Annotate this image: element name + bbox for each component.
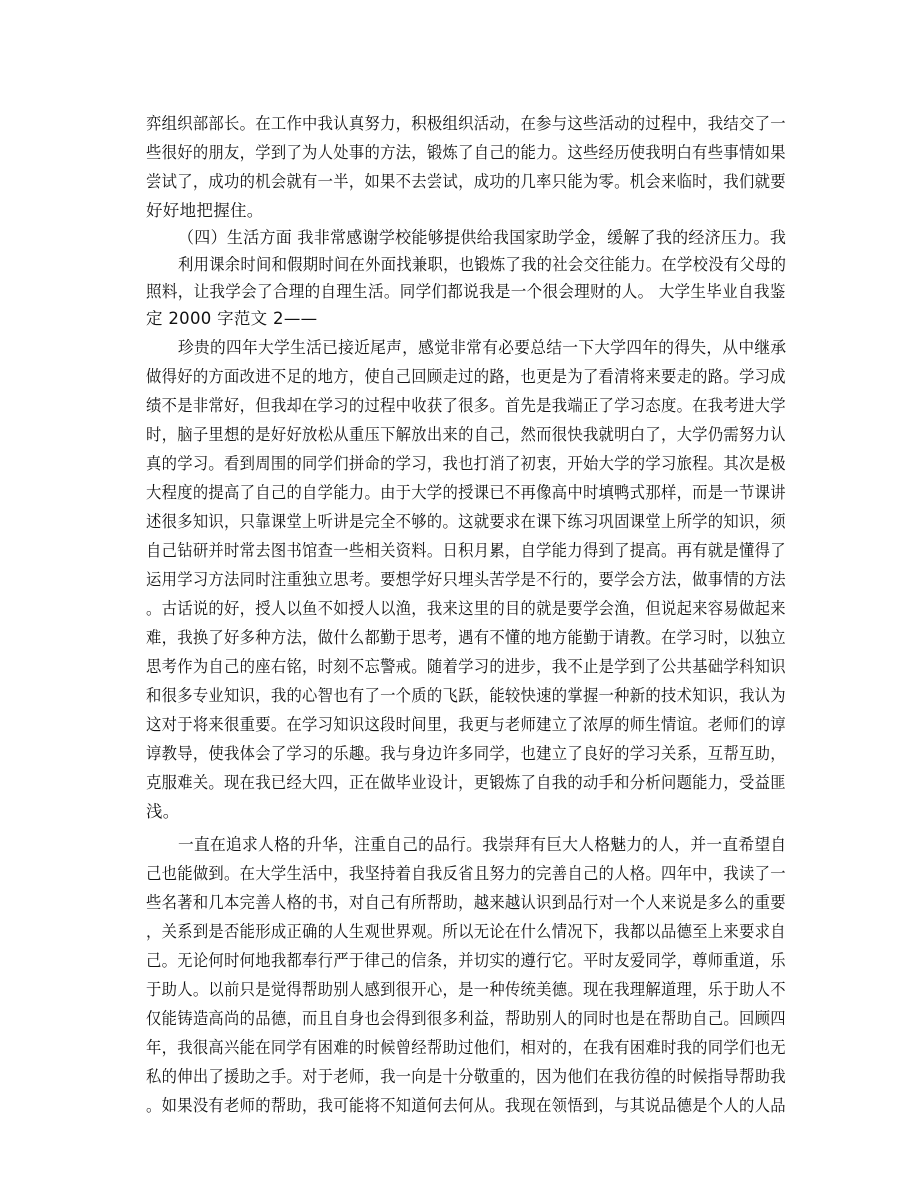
text-line: 浅。 (146, 802, 180, 821)
text-line: 和很多专业知识，我的心智也有了一个质的飞跃，能较快速的掌握一种新的技术知识，我认为 (146, 686, 786, 705)
text-line: 弈组织部部长。在工作中我认真努力，积极组织活动，在参与这些活动的过程中，我结交了一 (146, 114, 786, 133)
text-line: 于助人。以前只是觉得帮助别人感到很开心，是一种传统美德。现在我理解道理，乐于助人不 (146, 980, 786, 999)
text-line: 这对于将来很重要。在学习知识这段时间里，我更与老师建立了浓厚的师生情谊。老师们的谆 (146, 715, 786, 734)
text-line: 年，我很高兴能在同学有困难的时候曾经帮助过他们，相对的，在我有困难时我的同学们也无 (146, 1038, 786, 1057)
text-line: 好好地把握住。 (146, 201, 264, 220)
text-line: 。如果没有老师的帮助，我可能将不知道何去何从。我现在领悟到，与其说品德是个人的人品 (146, 1096, 786, 1115)
text-line: ，关系到是否能形成正确的人生观世界观。所以无论在什么情况下，我都以品德至上来要求自 (146, 922, 786, 941)
text-line: （四）生活方面 我非常感谢学校能够提供给我国家助学金，缓解了我的经济压力。我 (178, 228, 787, 247)
text-line: 。古话说的好，授人以鱼不如授人以渔，我来这里的目的就是要学会渔，但说起来容易做起来 (146, 599, 786, 618)
text-line: 做得好的方面改进不足的地方，使自己回顾走过的路，也更是为了看清将来要走的路。学习成 (146, 367, 786, 386)
text-line: 珍贵的四年大学生活已接近尾声，感觉非常有必要总结一下大学四年的得失，从中继承 (178, 338, 787, 357)
text-line: 些很好的朋友，学到了为人处事的方法，锻炼了自己的能力。这些经历使我明白有些事情如果 (146, 143, 786, 162)
text-line: 时，脑子里想的是好好放松从重压下解放出来的自己，然而很快我就明白了，大学仍需努力认 (146, 425, 786, 444)
text-line: 一直在追求人格的升华，注重自己的品行。我崇拜有巨大人格魅力的人，并一直希望自 (178, 835, 787, 854)
text-line: 述很多知识，只靠课堂上听讲是完全不够的。这就要求在课下练习巩固课堂上所学的知识，须 (146, 512, 786, 531)
text-line: 真的学习。看到周围的同学们拼命的学习，我也打消了初衷，开始大学的学习旅程。其次是极 (146, 454, 786, 473)
text-line: 谆教导，使我体会了学习的乐趣。我与身边许多同学，也建立了良好的学习关系，互帮互助， (146, 744, 786, 763)
text-line: 己。无论何时何地我都奉行严于律己的信条，并切实的遵行它。平时友爱同学，尊师重道，乐 (146, 951, 786, 970)
text-line: 尝试了，成功的机会就有一半，如果不去尝试，成功的几率只能为零。机会来临时，我们就要 (146, 172, 786, 191)
text-line: 照料，让我学会了合理的自理生活。同学们都说我是一个很会理财的人。 大学生毕业自我鉴 (146, 282, 786, 301)
text-line: 难，我换了好多种方法，做什么都勤于思考，遇有不懂的地方能勤于请教。在学习时，以独立 (146, 628, 786, 647)
text-line: 大程度的提高了自己的自学能力。由于大学的授课已不再像高中时填鸭式那样，而是一节课讲 (146, 483, 786, 502)
text-line: 己也能做到。在大学生活中，我坚持着自我反省且努力的完善自己的人格。四年中，我读了一 (146, 864, 786, 883)
text-line: 定 2000 字范文 2—— (146, 309, 318, 328)
text-line: 仅能铸造高尚的品德，而且自身也会得到很多利益，帮助别人的同时也是在帮助自己。回顾四 (146, 1009, 786, 1028)
text-line: 运用学习方法同时注重独立思考。要想学好只埋头苦学是不行的，要学会方法，做事情的方法 (146, 570, 786, 589)
text-line: 些名著和几本完善人格的书，对自己有所帮助，越来越认识到品行对一个人来说是多么的重要 (146, 893, 786, 912)
text-line: 自己钻研并时常去图书馆查一些相关资料。日积月累，自学能力得到了提高。再有就是懂得了 (146, 541, 786, 560)
text-line: 克服难关。现在我已经大四，正在做毕业设计，更锻炼了自我的动手和分析问题能力，受益匪 (146, 773, 786, 792)
text-line: 绩不是非常好，但我却在学习的过程中收获了很多。首先是我端正了学习态度。在我考进大学 (146, 396, 786, 415)
text-line: 私的伸出了援助之手。对于老师，我一向是十分敬重的，因为他们在我彷徨的时候指导帮助我 (146, 1067, 786, 1086)
text-line: 思考作为自己的座右铭，时刻不忘警戒。随着学习的进步，我不止是学到了公共基础学科知识 (146, 657, 786, 676)
text-line: 利用课余时间和假期时间在外面找兼职，也锻炼了我的社会交往能力。在学校没有父母的 (178, 255, 787, 274)
